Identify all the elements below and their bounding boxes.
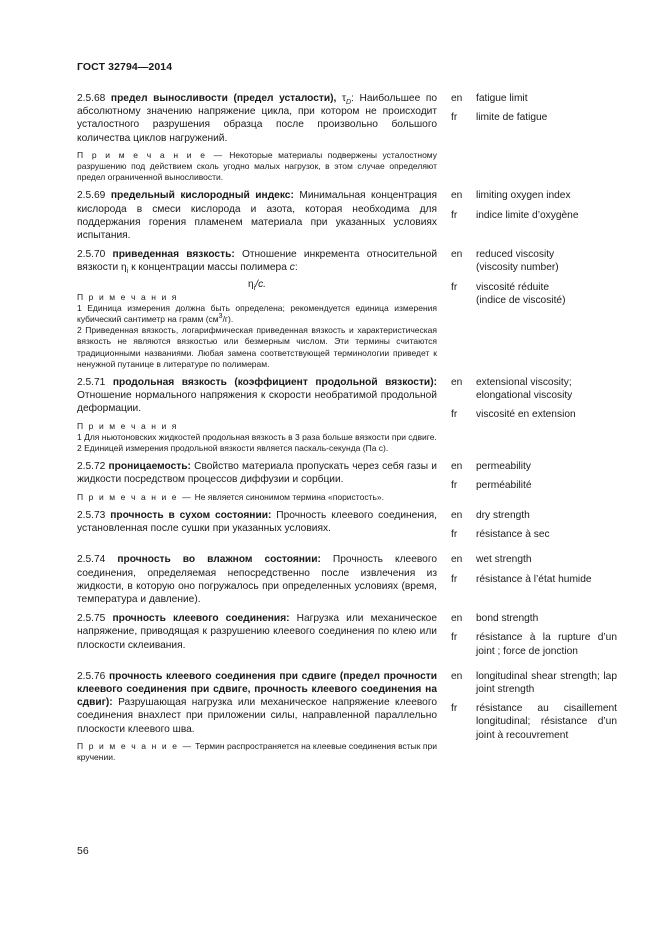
term-english: fatigue limit: [476, 93, 528, 104]
term-entry-2-5-76: [77, 670, 617, 763]
lang-fr-label: fr: [451, 703, 458, 715]
lang-en-label: en: [451, 461, 463, 473]
term-english: extensional viscosity;: [476, 377, 572, 389]
term-english-alt: (viscosity number): [476, 262, 559, 274]
note-label: П р и м е ч а н и е —: [77, 149, 224, 160]
term-english: bond strength: [476, 613, 539, 625]
term-russian: [77, 376, 437, 454]
term-name: предельный кислородный индекс:: [110, 190, 294, 202]
notes-label: П р и м е ч а н и я: [77, 420, 179, 431]
term-english: dry strength: [476, 509, 530, 521]
lang-en-label: en: [451, 509, 463, 521]
term-number: 2.5.70: [77, 249, 106, 261]
notes-label: П р и м е ч а н и я: [77, 291, 179, 302]
term-french: perméabilité: [476, 480, 532, 492]
term-russian: [77, 189, 437, 242]
lang-en-label: en: [451, 670, 463, 682]
term-name: предел выносливости (предел усталости),: [110, 93, 337, 104]
term-definition: Свойство материала пропускать через себя газы и жидкости посредством процессов диффузии и сорбции.: [77, 461, 437, 486]
lang-fr-label: fr: [451, 409, 458, 421]
viscosity-subscript: i: [126, 268, 129, 276]
note-text: Не является синонимом термина «пористость».: [194, 491, 384, 502]
term-definition-end: :: [294, 262, 298, 274]
term-english: limiting oxygen index: [476, 190, 571, 202]
term-name: продольная вязкость (коэффициент продольной вязкости):: [112, 377, 437, 389]
term-english: permeability: [476, 461, 531, 473]
term-translations: [451, 509, 617, 547]
formula-rest: /c.: [255, 278, 266, 290]
note-1: 1 Для ньютоновских жидкостей продольная вязкость в 3 раза больше вязкости при сдвиге.: [77, 431, 437, 442]
term-translations: [451, 92, 617, 183]
term-definition: : Наибольшее по абсолютному значению напряжение цикла, при котором не происходит усталостного разрушения образца после произвольно большого количества циклов нагружений.: [77, 93, 437, 144]
term-number: 2.5.73: [77, 509, 106, 521]
term-entry-2-5-71: [77, 376, 617, 454]
terms-list: [77, 92, 617, 769]
term-translations: [451, 553, 617, 606]
formula-subscript: i: [253, 284, 256, 292]
formula-eta: η: [248, 278, 254, 290]
term-name: проницаемость:: [108, 461, 191, 473]
note-label: П р и м е ч а н и е —: [77, 740, 193, 751]
term-translations: [451, 612, 617, 664]
lang-fr-label: fr: [451, 281, 458, 293]
note-2: 2 Единицей измерения продольной вязкости является паскаль-секунда (Па с).: [77, 443, 389, 454]
term-translations: [451, 189, 617, 242]
term-name: прочность клеевого соединения:: [112, 613, 290, 625]
lang-en-label: en: [451, 377, 463, 389]
term-english: longitudinal shear strength; lap joint strength: [476, 670, 617, 695]
term-number: 2.5.68: [77, 93, 106, 104]
term-entry-2-5-68: [77, 92, 617, 183]
term-entry-2-5-70: [77, 248, 617, 370]
term-name: прочность в сухом состоянии:: [110, 509, 272, 521]
lang-en-label: en: [451, 190, 463, 202]
term-translations: [451, 248, 617, 370]
term-french: viscosité réduite: [476, 281, 550, 293]
term-french-alt: (indice de viscosité): [476, 294, 566, 306]
term-russian: [77, 460, 437, 503]
term-russian: [77, 670, 437, 763]
document-header: ГОСТ 32794—2014: [77, 61, 173, 73]
note-text: Термин распространяется на клеевые соединения встык при кручении.: [77, 740, 437, 762]
term-russian: [77, 509, 437, 547]
term-entry-2-5-75: [77, 612, 617, 664]
term-russian: [77, 92, 437, 183]
lang-en-label: en: [451, 249, 463, 261]
term-symbol: τ: [341, 93, 347, 104]
term-definition-cont: к концентрации массы полимера: [128, 262, 290, 274]
term-french: résistance à sec: [476, 529, 550, 541]
lang-fr-label: fr: [451, 209, 458, 221]
term-name: прочность клеевого соединения при сдвиге (предел прочности клеевого соединения при сдвиге, прочность клеевого соединения на сдвиг):: [77, 670, 437, 709]
term-definition: Нагрузка или механическое напряжение, приводящая к разрушению клеевого соединения по клею или плоскости склеивания.: [77, 613, 437, 651]
term-definition: Прочность клеевого соединения, определяемая непосредственно после извлечения из жидкости, в которую оно погружалось при определенных условиях (время, температура и давление).: [77, 554, 437, 605]
term-definition: Отношение инкремента относительной вязкости η: [77, 249, 438, 274]
page-number: 56: [77, 845, 89, 857]
term-french: résistance au cisaillement longitudinal; résistance d’un joint à recouvrement: [476, 703, 617, 741]
lang-en-label: en: [451, 93, 463, 104]
term-name: прочность во влажном состоянии:: [117, 554, 321, 566]
term-number: 2.5.71: [77, 377, 106, 389]
lang-fr-label: fr: [451, 573, 458, 585]
term-number: 2.5.76: [77, 670, 106, 682]
term-number: 2.5.75: [77, 613, 106, 625]
term-english: wet strength: [476, 554, 532, 566]
term-number: 2.5.69: [77, 190, 106, 202]
term-russian: [77, 612, 437, 664]
term-french: indice limite d’oxygène: [476, 209, 579, 221]
term-english: reduced viscosity: [476, 249, 555, 261]
lang-en-label: en: [451, 613, 463, 625]
note-2: 2 Приведенная вязкость, логарифмическая приведенная вязкость и характеристическая вязкость не являются вязкостью или безмерным числом. Эти термины считаются традиционными названиями. Любая замена соответствующей терминологии приведет к ненужной путанице в литературе по полимерам.: [77, 325, 437, 369]
term-french: limite de fatigue: [476, 112, 548, 124]
concentration-variable: c: [289, 262, 295, 274]
term-english-alt: elongational viscosity: [476, 390, 573, 402]
lang-fr-label: fr: [451, 480, 458, 492]
lang-fr-label: fr: [451, 529, 458, 541]
term-entry-2-5-69: [77, 189, 617, 242]
term-french: viscosité en extension: [476, 409, 576, 421]
term-entry-2-5-73: [77, 509, 617, 547]
term-definition: Разрушающая нагрузка или механическое напряжение клеевого соединения внахлест при приложении силы, направленной параллельно плоскости клеевого шва.: [77, 697, 437, 735]
term-russian: [77, 553, 437, 606]
note-label: П р и м е ч а н и е —: [77, 491, 193, 502]
term-number: 2.5.74: [77, 554, 106, 566]
note-1-superscript: 3: [218, 313, 223, 321]
note-1-end: /г).: [222, 314, 234, 325]
note-1: 1 Единица измерения должна быть определена; рекомендуется единица измерения кубический сантиметр на грамм (см: [77, 302, 437, 325]
term-definition: Минимальная концентрация кислорода в смеси кислорода и азота, которая необходима для поддержания горения пламенем материала при указанных условиях испытания.: [77, 190, 437, 242]
term-symbol-subscript: D: [346, 99, 352, 107]
term-french: résistance à l’état humide: [476, 573, 592, 585]
term-entry-2-5-74: [77, 553, 617, 606]
term-definition: Прочность клеевого соединения, установленная после сушки при указанных условиях.: [77, 509, 437, 535]
term-entry-2-5-72: [77, 460, 617, 503]
term-french: résistance à la rupture d’un joint ; force de jonction: [476, 632, 617, 657]
term-name: приведенная вязкость:: [112, 249, 235, 261]
lang-fr-label: fr: [451, 632, 458, 644]
term-definition: Отношение нормального напряжения к скорости необратимой продольной деформации.: [77, 390, 437, 415]
term-russian: [77, 248, 437, 370]
term-translations: [451, 460, 617, 503]
formula: [77, 278, 437, 291]
term-translations: [451, 670, 617, 763]
lang-en-label: en: [451, 554, 463, 566]
term-translations: [451, 376, 617, 454]
lang-fr-label: fr: [451, 112, 458, 124]
note-text: Некоторые материалы подвержены усталостному разрушению под действием сколь угодно малых нагрузок, в этом случае определяют предел ограниченной выносливости.: [77, 149, 437, 183]
term-number: 2.5.72: [77, 461, 106, 473]
